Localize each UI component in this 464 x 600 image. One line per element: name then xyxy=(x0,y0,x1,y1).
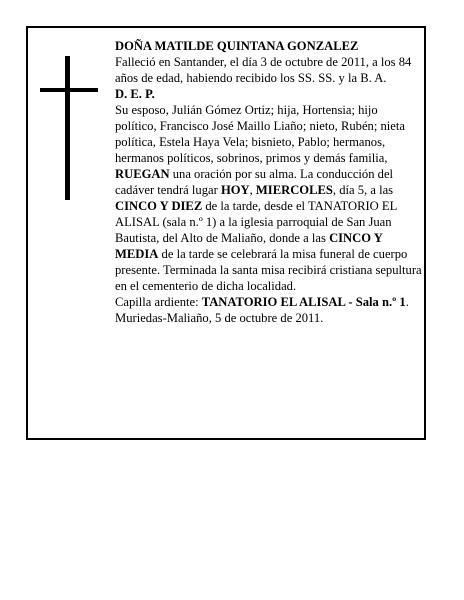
chapel-place: TANATORIO EL ALISAL - Sala n.º 1 xyxy=(201,295,406,309)
request-text-3: , día 5, a las xyxy=(332,183,394,197)
funeral-request xyxy=(115,166,422,294)
rest-in-peace: D. E. P. xyxy=(115,87,155,101)
chapel-info xyxy=(115,294,422,310)
cross-vertical-bar xyxy=(65,56,70,200)
obituary-notice xyxy=(26,26,426,440)
notice-text xyxy=(115,38,422,326)
today-word: HOY xyxy=(220,183,250,197)
ruegan-word: RUEGAN xyxy=(115,167,170,181)
deceased-name: DOÑA MATILDE QUINTANA GONZALEZ xyxy=(115,39,359,53)
request-text-5: de la tarde se celebrará la misa funeral de cuerpo presente. Terminada la santa misa recibirá cristiana sepultura en el cementerio de dicha localidad. xyxy=(115,247,422,293)
family-list: Su esposo, Julián Gómez Ortiz; hija, Hortensia; hijo político, Francisco José Maillo Liaño; nieto, Rubén; nieta política, Estela Haya Vela; bisnieto, Pablo; hermanos, hermanos políticos, sobrinos, primos y demás familia, xyxy=(115,103,405,165)
request-text-4: de la tarde, desde el TANATORIO EL ALISAL (sala n.º 1) a la iglesia parroquial de San Juan Bautista, del Alto de Maliaño, donde a las xyxy=(115,199,397,245)
request-text-2: , xyxy=(249,183,256,197)
place-and-date: Muriedas-Maliaño, 5 de octubre de 2011. xyxy=(115,311,324,325)
weekday-word: MIERCOLES xyxy=(255,183,333,197)
chapel-end: . xyxy=(405,295,409,309)
mass-time: CINCO Y MEDIA xyxy=(115,231,383,261)
departure-time: CINCO Y DIEZ xyxy=(115,199,203,213)
cross-horizontal-bar xyxy=(40,88,98,92)
chapel-label: Capilla ardiente: xyxy=(115,295,202,309)
cross-icon xyxy=(40,56,98,200)
death-announcement: Falleció en Santander, el día 3 de octubre de 2011, a los 84 años de edad, habiendo recibido los SS. SS. y la B. A. xyxy=(115,55,412,85)
request-text-1: una oración por su alma. La conducción del cadáver tendrá lugar xyxy=(115,167,394,197)
